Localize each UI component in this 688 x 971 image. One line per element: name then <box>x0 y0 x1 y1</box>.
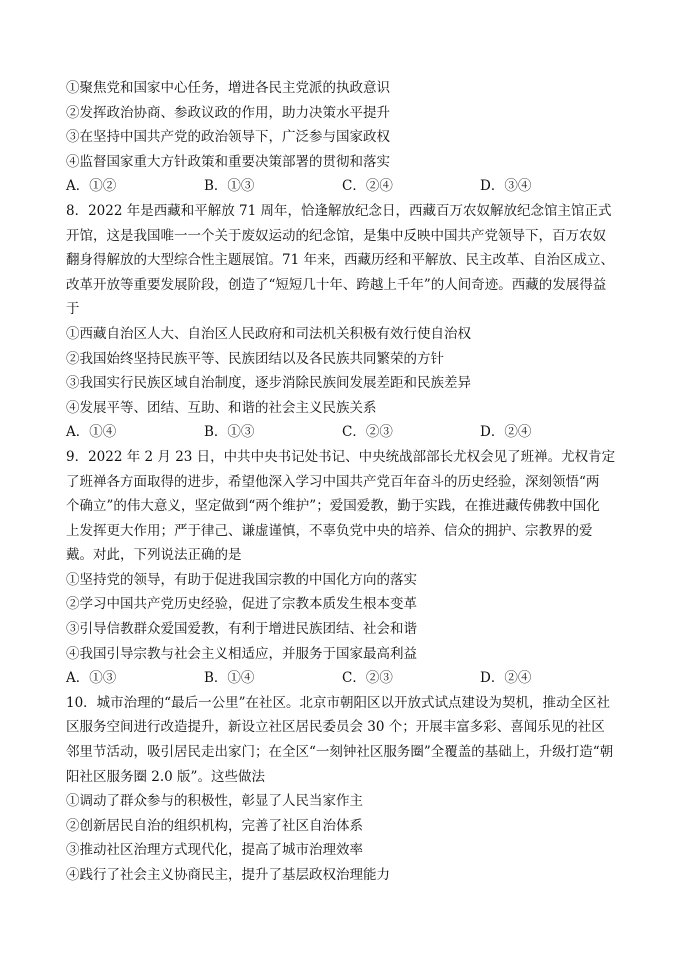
q9-stem-line-2: 了班禅各方面取得的进步，希望他深入学习中国共产党百年奋斗的历史经验，深刻领悟“两 <box>66 473 600 490</box>
q7-option-d: D．③④ <box>480 178 532 195</box>
q10-stem-line-2: 区服务空间进行改造提升，新设立社区居民委员会 30 个；开展丰富多彩、喜闻乐见的社区 <box>66 719 605 736</box>
question-10-items <box>66 789 626 887</box>
question-9-items <box>66 568 626 666</box>
q7-option-c: C．②④ <box>342 178 393 195</box>
q8-item-2: ②我国始终坚持民族平等、民族团结以及各民族共同繁荣的方针 <box>66 350 444 367</box>
question-9-options <box>66 666 626 691</box>
q10-item-3: ③推动社区治理方式现代化，提高了城市治理效率 <box>66 842 363 859</box>
question-7-items <box>66 76 626 174</box>
q9-item-1: ①坚持党的领导，有助于促进我国宗教的中国化方向的落实 <box>66 571 417 588</box>
q8-stem-line-2: 开馆，这是我国唯一一个关于废奴运动的纪念馆，是集中反映中国共产党领导下，百万农奴 <box>66 227 606 244</box>
q10-stem-line-3: 邻里节活动，吸引居民走出家门；在全区“一刻钟社区服务圈”全覆盖的基础上，升级打造“朝 <box>66 744 614 761</box>
q9-stem-line-1: 9．2022 年 2 月 23 日，中共中央书记处书记、中央统战部部长尤权会见了班禅。尤权肯定 <box>66 448 616 465</box>
question-9-stem <box>66 445 626 568</box>
q7-item-4: ④监督国家重大方针政策和重要决策部署的贯彻和落实 <box>66 153 390 170</box>
q10-item-4: ④践行了社会主义协商民主，提升了基层政权治理能力 <box>66 867 390 883</box>
question-8-stem <box>66 199 626 322</box>
q8-option-a: A．①④ <box>66 424 117 441</box>
q10-stem-line-1: 10．城市治理的“最后一公里”在社区。北京市朝阳区以开放式试点建设为契机，推动全区社 <box>66 694 610 711</box>
q7-item-3: ③在坚持中国共产党的政治领导下，广泛参与国家政权 <box>66 129 390 146</box>
q8-option-d: D．②④ <box>480 424 532 441</box>
q9-stem-line-3: 个确立”的伟大意义，坚定做到“两个维护”；爱国爱教，勤于实践，在推进藏传佛教中国化 <box>66 498 600 515</box>
question-8-options <box>66 420 626 445</box>
q8-stem-line-3: 翻身得解放的大型综合性主题展馆。71 年来，西藏历经和平解放、民主改革、自治区成立、 <box>66 252 614 269</box>
q9-item-4: ④我国引导宗教与社会主义相适应，并服务于国家最高利益 <box>66 645 417 662</box>
q7-item-1: ①聚焦党和国家中心任务，增进各民主党派的执政意识 <box>66 80 390 96</box>
question-7-options <box>66 174 626 199</box>
q7-item-2: ②发挥政治协商、参政议政的作用，助力决策水平提升 <box>66 104 390 121</box>
q9-option-a: A．①③ <box>66 670 117 687</box>
q10-item-1: ①调动了群众参与的积极性，彰显了人民当家作主 <box>66 793 363 810</box>
q9-stem-line-5: 戴。对此，下列说法正确的是 <box>66 547 242 564</box>
q9-option-d: D．②④ <box>480 670 532 687</box>
q8-option-c: C．②③ <box>342 424 393 441</box>
q7-option-a: A．①② <box>66 178 117 195</box>
q9-item-2: ②学习中国共产党历史经验，促进了宗教本质发生根本变革 <box>66 596 417 613</box>
q8-item-1: ①西藏自治区人大、自治区人民政府和司法机关积极有效行使自治权 <box>66 325 471 342</box>
q8-item-3: ③我国实行民族区域自治制度，逐步消除民族间发展差距和民族差异 <box>66 375 471 392</box>
q7-option-b: B．①③ <box>204 178 255 195</box>
q8-item-4: ④发展平等、团结、互助、和谐的社会主义民族关系 <box>66 399 377 416</box>
q8-stem-line-4: 改革开放等重要发展阶段，创造了“短短几十年、跨越上千年”的人间奇迹。西藏的发展得益 <box>66 276 607 293</box>
q9-item-3: ③引导信教群众爱国爱教，有利于增进民族团结、社会和谐 <box>66 621 417 638</box>
q8-stem-line-1: 8．2022 年是西藏和平解放 71 周年，恰逢解放纪念日，西藏百万农奴解放纪念馆主馆正式 <box>66 202 612 219</box>
q9-stem-line-4: 上发挥更大作用；严于律己、谦虚谨慎，不辜负党中央的培养、信众的拥护、宗教界的爱 <box>66 522 593 539</box>
q9-option-b: B．①④ <box>204 670 255 687</box>
q10-item-2: ②创新居民自治的组织机构，完善了社区自治体系 <box>66 817 363 834</box>
exam-page <box>66 76 626 888</box>
q8-stem-line-5: 于 <box>66 301 80 318</box>
q9-option-c: C．②③ <box>342 670 393 687</box>
q8-option-b: B．①③ <box>204 424 255 441</box>
q10-stem-line-4: 阳社区服务圈 2.0 版”。这些做法 <box>66 768 265 785</box>
question-10-stem <box>66 691 626 789</box>
question-8-items <box>66 322 626 420</box>
